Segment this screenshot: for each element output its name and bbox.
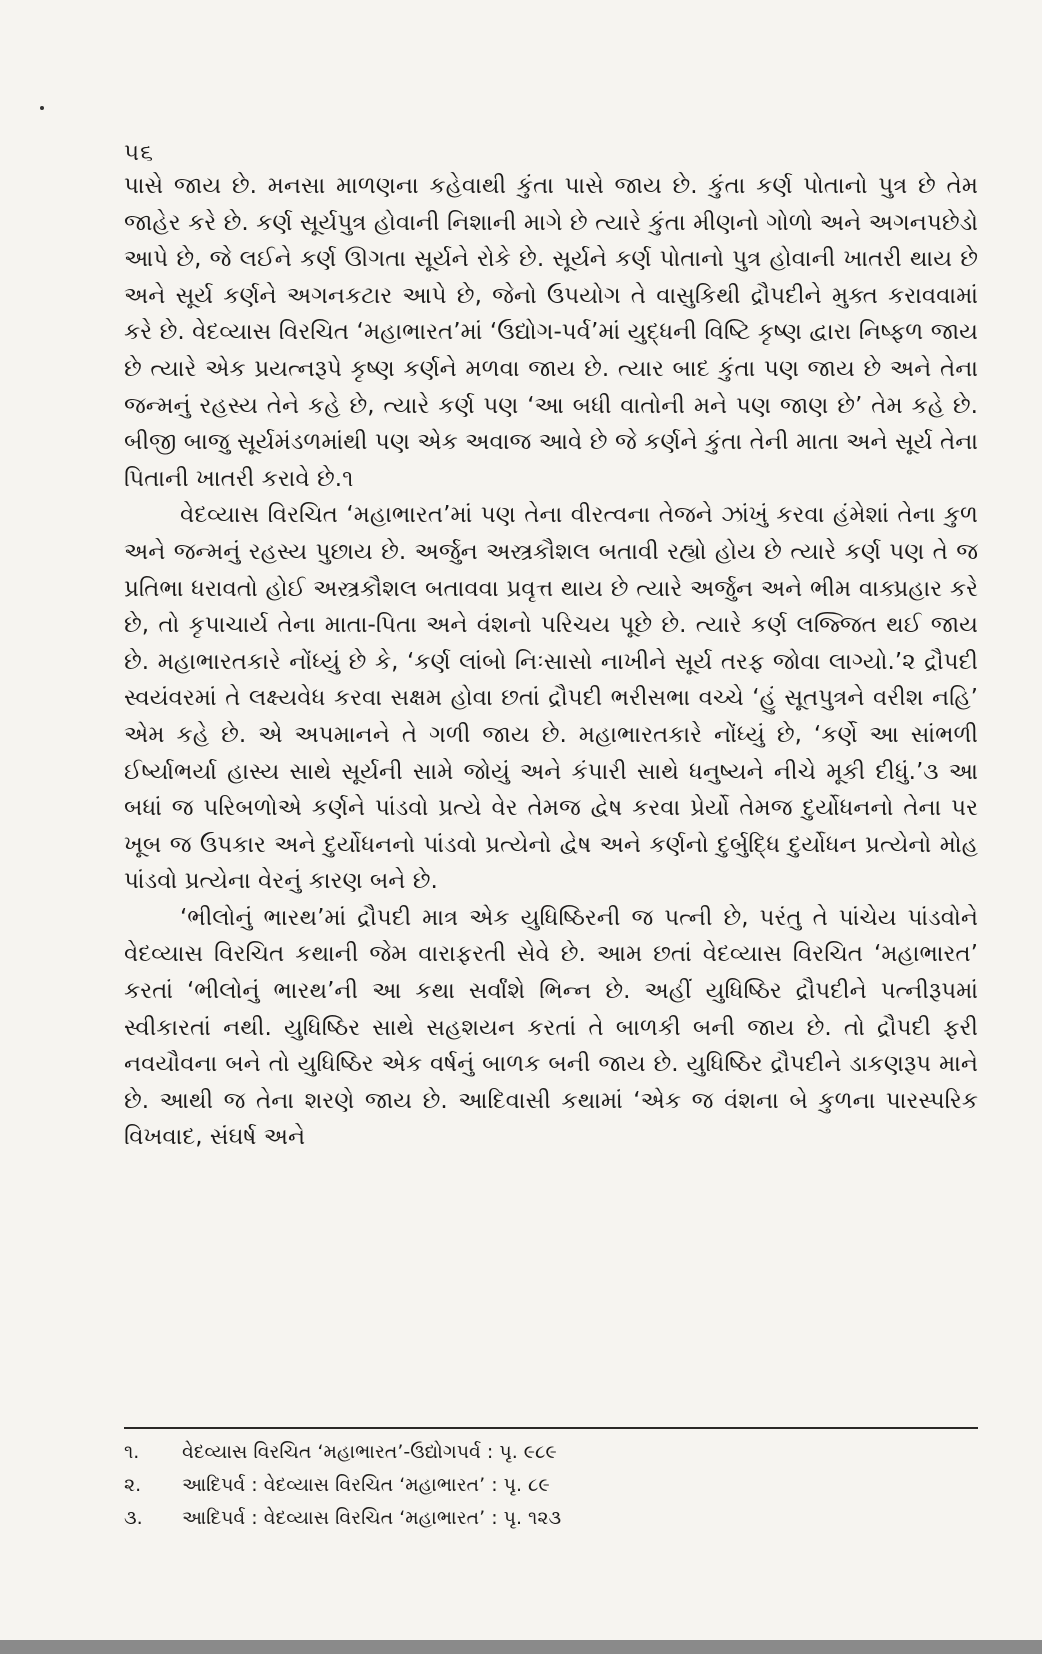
scan-speck (40, 106, 44, 110)
footnote-number: ૩. (124, 1507, 143, 1529)
footnote-text: વેદવ્યાસ વિરચિત ‘મહાભારત’-ઉદ્યોગપર્વ : પૃ. ૯૮૯ (182, 1441, 557, 1463)
paragraph-2: વેદવ્યાસ વિરચિત ‘મહાભારત’માં પણ તેના વીરત્વના તેજને ઝાંખું કરવા હંમેશાં તેના કુળ અને જન્મનું રહસ્ય પુછાય છે. અર્જુન અસ્ત્રકૌશલ બતાવી રહ્યો હોય છે ત્યારે કર્ણ પણ તે જ પ્રતિભા ધરાવતો હોઈ અસ્ત્રકૌશલ બતાવવા પ્રવૃત્ત થાય છે ત્યારે અર્જુન અને ભીમ વાક્પ્રહાર કરે છે, તો કૃપાચાર્ય તેના માતા-પિતા અને વંશનો પરિચય પૂછે છે. ત્યારે કર્ણ લજ્જિત થઈ જાય છે. મહાભારતકારે નોંધ્યું છે કે, ‘કર્ણ લાંબો નિઃસાસો નાખીને સૂર્ય તરફ જોવા લાગ્યો.’૨ દ્રૌપદી સ્વયંવરમાં તે લક્ષ્યવેધ કરવા સક્ષમ હોવા છતાં દ્રૌપદી ભરીસભા વચ્ચે ‘હું સૂતપુત્રને વરીશ નહિ’ એમ કહે છે. એ અપમાનને તે ગળી જાય છે. મહાભારતકારે નોંધ્યું છે, ‘કર્ણે આ સાંભળી ઈર્ષ્યાભર્યા હાસ્ય સાથે સૂર્યની સામે જોયું અને કંપારી સાથે ધનુષ્યને નીચે મૂકી દીધું.’૩ આ બધાં જ પરિબળોએ કર્ણને પાંડવો પ્રત્યે વેર તેમજ દ્વેષ કરવા પ્રેર્યો તેમજ દુર્યોધનનો તેના પર ખૂબ જ ઉપકાર અને દુર્યોધનનો પાંડવો પ્રત્યેનો દ્વેષ અને કર્ણનો દુર્બુદ્ધિ દુર્યોધન પ્રત્યેનો મોહ પાંડવો પ્રત્યેના વેરનું કારણ બને છે. (124, 502, 978, 895)
footnote-1 (124, 1436, 978, 1469)
paragraph-3: ‘ભીલોનું ભારથ’માં દ્રૌપદી માત્ર એક યુધિષ્ઠિરની જ પત્ની છે, પરંતુ તે પાંચેય પાંડવોને વેદવ્યાસ વિરચિત કથાની જેમ વારાફરતી સેવે છે. આમ છતાં વેદવ્યાસ વિરચિત ‘મહાભારત’ કરતાં ‘ભીલોનું ભારથ’ની આ કથા સર્વાંશે ભિન્ન છે. અહીં યુધિષ્ઠિર દ્રૌપદીને પત્નીરૂપમાં સ્વીકારતાં નથી. યુધિષ્ઠિર સાથે સહશયન કરતાં તે બાળકી બની જાય છે. તો દ્રૌપદી ફરી નવયૌવના બને તો યુધિષ્ઠિર એક વર્ષનું બાળક બની જાય છે. યુધિષ્ઠિર દ્રૌપદીને ડાકણરૂપ માને છે. આથી જ તેના શરણે જાય છે. આદિવાસી કથામાં ‘એક જ વંશના બે કુળના પારસ્પરિક વિખવાદ, સંઘર્ષ અને (124, 904, 978, 1151)
footnote-2 (124, 1469, 978, 1502)
footnote-text: આદિપર્વ : વેદવ્યાસ વિરચિત ‘મહાભારત’ : પૃ. ૮૯ (182, 1474, 550, 1496)
footnote-number: ૨. (124, 1474, 142, 1496)
scan-bottom-edge (0, 1640, 1042, 1654)
body-text (124, 168, 978, 1156)
footnote-number: ૧. (124, 1441, 140, 1463)
page-number: ૫૬ (124, 140, 154, 166)
footnotes (124, 1436, 978, 1535)
footnote-divider (124, 1427, 978, 1429)
footnote-3 (124, 1502, 978, 1535)
footnote-text: આદિપર્વ : વેદવ્યાસ વિરચિત ‘મહાભારત’ : પૃ. ૧૨૩ (182, 1507, 562, 1529)
paragraph-1: પાસે જાય છે. મનસા માળણના કહેવાથી કુંતા પાસે જાય છે. કુંતા કર્ણ પોતાનો પુત્ર છે તેમ જાહેર કરે છે. કર્ણ સૂર્યપુત્ર હોવાની નિશાની માગે છે ત્યારે કુંતા મીણનો ગોળો અને અગનપછેડો આપે છે, જે લઈને કર્ણ ઊગતા સૂર્યને રોકે છે. સૂર્યને કર્ણ પોતાનો પુત્ર હોવાની ખાતરી થાય છે અને સૂર્ય કર્ણને અગનકટાર આપે છે, જેનો ઉપયોગ તે વાસુકિથી દ્રૌપદીને મુક્ત કરાવવામાં કરે છે. વેદવ્યાસ વિરચિત ‘મહાભારત’માં ‘ઉદ્યોગ-પર્વ’માં યુદ્ધની વિષ્ટિ કૃષ્ણ દ્વારા નિષ્ફળ જાય છે ત્યારે એક પ્રયત્નરૂપે કૃષ્ણ કર્ણને મળવા જાય છે. ત્યાર બાદ કુંતા પણ જાય છે અને તેના જન્મનું રહસ્ય તેને કહે છે, ત્યારે કર્ણ પણ ‘આ બધી વાતોની મને પણ જાણ છે’ તેમ કહે છે. બીજી બાજુ સૂર્યમંડળમાંથી પણ એક અવાજ આવે છે જે કર્ણને કુંતા તેની માતા અને સૂર્ય તેના પિતાની ખાતરી કરાવે છે.૧ (124, 173, 978, 492)
